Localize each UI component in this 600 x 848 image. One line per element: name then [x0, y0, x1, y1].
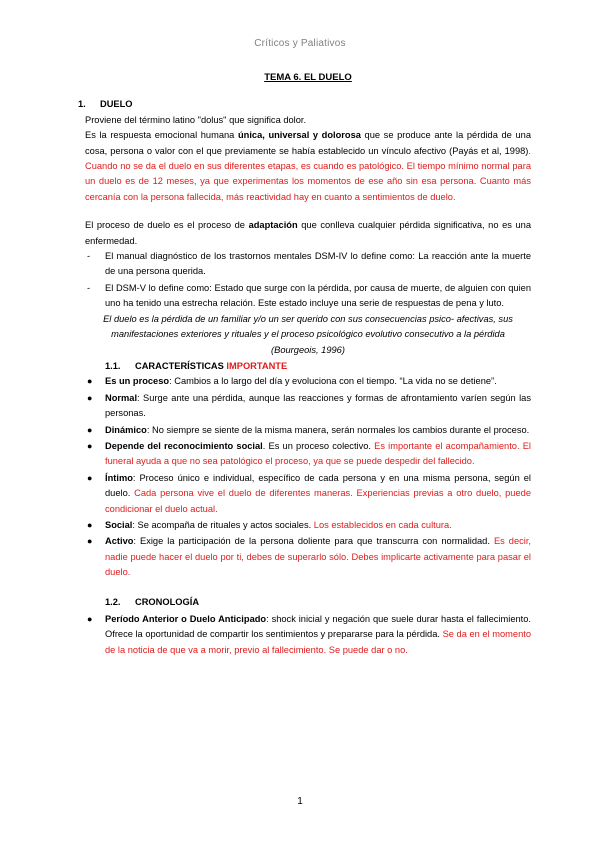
- process-text-2: que conlleva cualquier pérdida significativa, no es una enfermedad.: [85, 220, 531, 246]
- list-item: ● Depende del reconocimiento social. Es un proceso colectivo. Es importante el acompañamiento. El funeral ayuda a que no sea patológico el proceso, ya que se puede despedir del fallecido.: [87, 440, 531, 467]
- dsm-iv-text: El manual diagnóstico de los trastornos mentales DSM-IV lo define como: La reacción ante la muerte de una persona querida.: [105, 251, 531, 277]
- list-item: ● Activo: Exige la participación de la persona doliente para que transcurra con normalidad. Es decir, nadie puede hacer el duelo por ti, debes de superarlo sólo. Debes implicarte activamente para pasar el duelo.: [87, 536, 532, 578]
- definition-note: . Cuando no se da el duelo en sus diferentes etapas, es cuando es patológico. El tiempo mínimo normal para un duelo es de 12 meses, ya que experimentas los momentos de ese año sin esa persona. Cuanto más cercanía con la persona fallecida, más reactividad hay en cuanto a sentimientos de duelo.: [85, 145, 531, 202]
- item-term: Social: [105, 519, 133, 530]
- item-text: : Cambios a lo largo del día y evoluciona con el tiempo. “La vida no se detiene”.: [169, 376, 497, 387]
- item-note: Los establecidos en cada cultura.: [313, 519, 452, 530]
- section-label: DUELO: [100, 99, 133, 110]
- definition-text-2: que se produce ante la pérdida de una cosa, persona o valor con el que previamente se había establecido un vínculo afectivo (Payás et al, 1998): [85, 130, 531, 156]
- page-number: 1: [297, 796, 303, 807]
- item-term: Es un proceso: [105, 376, 170, 387]
- item-term: Íntimo: [105, 472, 133, 483]
- item-text: : No siempre se siente de la misma manera, serán normales los cambios durante el proceso.: [146, 424, 530, 435]
- definition-bold: única, universal y dolorosa: [237, 130, 361, 141]
- section-number: 1.: [78, 99, 86, 110]
- process-bold: adaptación: [248, 220, 298, 231]
- list-item: ● Es un proceso: Cambios a lo largo del día y evoluciona con el tiempo. “La vida no se detiene”.: [87, 376, 497, 387]
- subsection-number: 1.1.: [105, 360, 121, 371]
- item-text: : Surge ante una pérdida, aunque las reacciones y formas de afrontamiento varíen según las personas.: [105, 392, 531, 419]
- important-tag: IMPORTANTE: [226, 360, 288, 371]
- list-item: ● Social: Se acompaña de rituales y actos sociales. Los establecidos en cada cultura.: [87, 519, 452, 530]
- item-text: : Se acompaña de rituales y actos sociales.: [132, 519, 314, 530]
- subsection-heading-chronology: [85, 595, 531, 610]
- item-text: : Proceso único e individual, específico de cada persona y en una misma persona, según el duelo.: [105, 472, 531, 499]
- definition-paragraph: [85, 128, 531, 205]
- list-item: ● Dinámico: No siempre se siente de la misma manera, serán normales los cambios durante el proceso.: [87, 424, 530, 435]
- subsection-label: CARACTERÍSTICAS: [135, 360, 227, 371]
- item-text: : Exige la participación de la persona doliente para que transcurra con normalidad.: [133, 536, 494, 547]
- list-item: ● Normal: Surge ante una pérdida, aunque las reacciones y formas de afrontamiento varíen según las personas.: [87, 392, 531, 419]
- subsection-number: 1.2.: [105, 596, 121, 607]
- item-term: Depende del reconocimiento social: [105, 440, 263, 451]
- item-text: . Es un proceso colectivo.: [262, 440, 375, 451]
- characteristics-list: [85, 374, 531, 580]
- item-text: : shock inicial y negación que suele durar hasta el fallecimiento. Ofrece la oportunidad de compartir los sentimientos y prepararse para la pérdida.: [105, 614, 531, 640]
- item-note: Se da en el momento de la noticia de que va a morir, previo al fallecimiento. Se puede dar o no.: [105, 629, 531, 655]
- process-text: El proceso de duelo es el proceso de: [85, 220, 249, 231]
- dsm-v-text: El DSM-V lo define como: Estado que surge con la pérdida, por causa de muerte, de alguien con quien uno ha tenido una estrecha relación. Este estado incluye una serie de respuestas de pena y luto.: [105, 282, 531, 309]
- list-item: - El manual diagnóstico de los trastornos mentales DSM-IV lo define como: La reacción ante la muerte de una persona querida.: [87, 251, 531, 277]
- list-item: ● Período Anterior o Duelo Anticipado: shock inicial y negación que suele durar hasta el fallecimiento. Ofrece la oportunidad de compartir los sentimientos y prepararse para la pérdida. Se da en el momento de la noticia de que va a morir, previo al fallecimiento. Se puede dar o no.: [87, 614, 531, 655]
- document-title: TEMA 6. EL DUELO: [264, 72, 352, 83]
- quote-text: El duelo es la pérdida de un familiar y/o un ser querido con sus consecuencias psico- afectivas, sus manifestaciones exteriores y rituales y el proceso psicológico evolutivo consecutivo a la pérdida: [103, 313, 513, 340]
- item-note: Es decir, nadie puede hacer el duelo por ti, debes de superarlo sólo. Debes implicarte activamente para pasar el duelo.: [105, 536, 532, 578]
- page-header: Críticos y Paliativos: [254, 38, 346, 49]
- chronology-list: [85, 612, 531, 658]
- item-term: Dinámico: [105, 424, 147, 435]
- list-item: ● Íntimo: Proceso único e individual, específico de cada persona y en una misma persona, según el duelo. Cada persona vive el duelo de diferentes maneras. Experiencias previas a otro duelo, puede condicionar el duelo actual.: [87, 472, 531, 514]
- item-note: Cada persona vive el duelo de diferentes maneras. Experiencias previas a otro duelo, puede condicionar el duelo actual.: [105, 488, 531, 514]
- definition-text: Es la respuesta emocional humana: [85, 130, 238, 141]
- item-term: Activo: [105, 536, 134, 547]
- origin-paragraph: Proviene del término latino "dolus" que significa dolor.: [85, 114, 307, 125]
- item-term: Normal: [105, 392, 138, 403]
- list-item: - El DSM-V lo define como: Estado que surge con la pérdida, por causa de muerte, de alguien con quien uno ha tenido una estrecha relación. Este estado incluye una serie de respuestas de pena y luto.: [87, 282, 531, 309]
- section-heading: [78, 97, 531, 112]
- item-note: Es importante el acompañamiento. El funeral ayuda a que no sea patológico el proceso, ya que se puede despedir del fallecido.: [105, 440, 531, 467]
- item-term: Período Anterior o Duelo Anticipado: [105, 614, 267, 624]
- subsection-label: CRONOLOGÍA: [135, 596, 200, 607]
- process-paragraph: [85, 218, 531, 249]
- document-body: [78, 70, 532, 659]
- dsm-list: [85, 249, 531, 312]
- quote-reference: (Bourgeois, 1996): [271, 344, 345, 355]
- subsection-heading-characteristics: [85, 359, 531, 374]
